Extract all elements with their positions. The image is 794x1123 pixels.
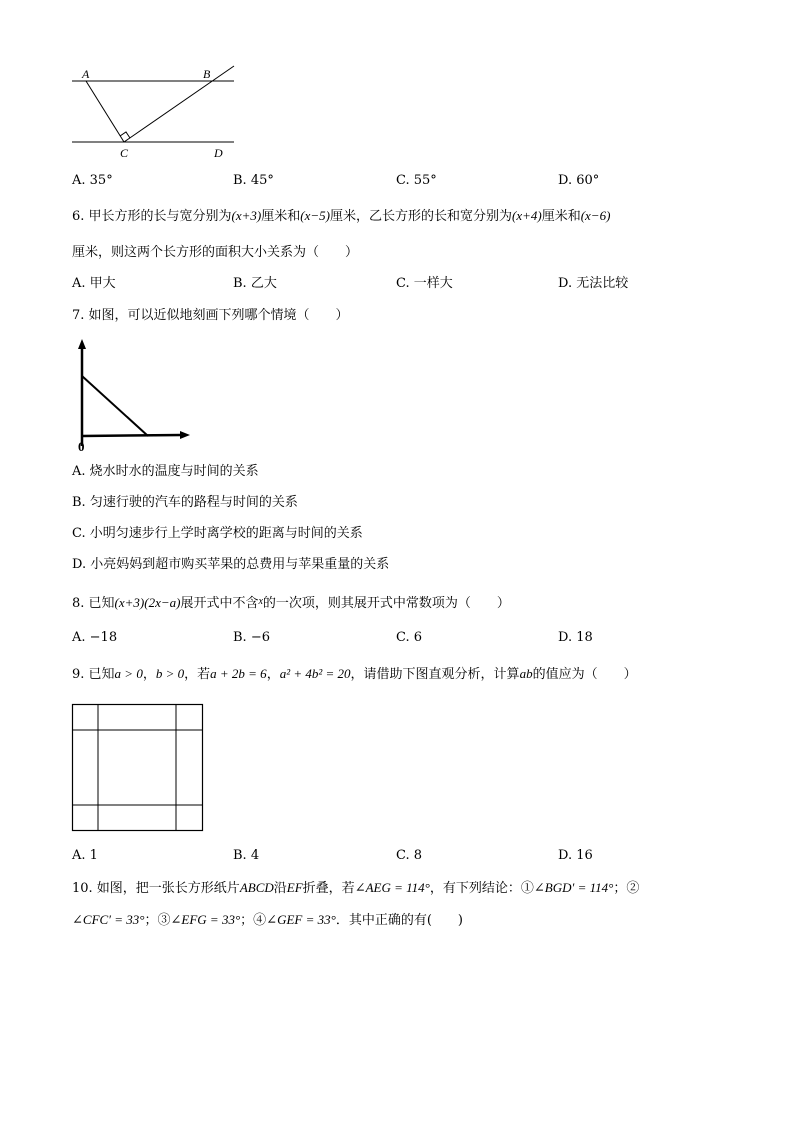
q10-expr-7: ∠GEF = 33° [266, 912, 336, 927]
q8-expr-1: (x+3)(2x−a) [114, 595, 181, 610]
q9-text-4: ， [266, 667, 280, 682]
q7-option-c[interactable]: C. 小明匀速步行上学时离学校的距离与时间的关系 [72, 526, 363, 541]
q10-stem-line1 [72, 880, 639, 897]
q6-expr-4: (x−6) [580, 208, 611, 223]
q8-option-b[interactable]: B. −6 [233, 630, 270, 645]
q8-expr-2: x [258, 596, 263, 607]
q10-text-8: ．其中正确的有( ) [335, 913, 463, 928]
q6-expr-2: (x−5) [300, 208, 330, 223]
q6-option-a[interactable]: A. 甲大 [72, 276, 116, 291]
q9-expr-5: ab [519, 666, 533, 681]
q5-option-c[interactable]: C. 55° [396, 173, 437, 188]
q10-text-2: 沿 [273, 881, 287, 896]
parallel-lines-figure [64, 62, 244, 162]
point-b-label: B [203, 67, 211, 81]
q9-stem [72, 666, 637, 683]
q9-expr-4: a² + 4b² = 20 [279, 666, 351, 681]
q9-expr-1: a > 0 [114, 666, 143, 681]
q6-text-2: 厘米和 [261, 209, 301, 224]
q9-option-d[interactable]: D. 16 [558, 848, 593, 863]
q9-text-2: ， [142, 667, 156, 682]
q10-expr-1: ABCD [239, 880, 274, 895]
q8-text-3: 的一次项，则其展开式中常数项为（ ） [262, 596, 510, 611]
q7-option-b[interactable]: B. 匀速行驶的汽车的路程与时间的关系 [72, 495, 298, 510]
q5-option-a[interactable]: A. 35° [72, 173, 113, 188]
q8-text-2: 展开式中不含 [180, 596, 259, 611]
q10-expr-2: EF [286, 880, 303, 895]
q9-option-c[interactable]: C. 8 [396, 848, 423, 863]
q7-graph-figure [72, 336, 196, 454]
point-d-label: D [214, 146, 223, 160]
q9-text-3: ，若 [184, 667, 211, 682]
q10-text-1: 10. 如图，把一张长方形纸片 [72, 881, 240, 896]
q9-option-a[interactable]: A. 1 [72, 848, 98, 863]
q6-stem-line1 [72, 208, 610, 225]
q10-text-6: ；③ [144, 913, 171, 928]
q8-text-1: 8. 已知 [72, 596, 115, 611]
q10-text-7: ；④ [240, 913, 267, 928]
q6-stem-line2: 厘米，则这两个长方形的面积大小关系为（ ） [72, 245, 359, 260]
q6-text-3: 厘米，乙长方形的长和宽分别为 [329, 209, 512, 224]
point-c-label: C [120, 146, 129, 160]
q9-square-figure [71, 703, 205, 833]
q9-text-1: 9. 已知 [72, 667, 115, 682]
q10-text-3: 折叠，若 [302, 881, 355, 896]
q8-option-d[interactable]: D. 18 [558, 630, 593, 645]
q10-expr-4: ∠BGD′ = 114° [533, 880, 614, 895]
q10-expr-5: ∠CFC′ = 33° [72, 912, 145, 927]
q7-option-d[interactable]: D. 小亮妈妈到超市购买苹果的总费用与苹果重量的关系 [72, 557, 390, 572]
q5-option-d[interactable]: D. 60° [558, 173, 600, 188]
q6-option-b[interactable]: B. 乙大 [233, 276, 277, 291]
q5-option-b[interactable]: B. 45° [233, 173, 274, 188]
origin-label: 0 [78, 439, 85, 454]
q6-expr-1: (x+3) [231, 208, 262, 223]
q9-text-6: 的值应为（ ） [532, 667, 637, 682]
q7-option-a[interactable]: A. 烧水时水的温度与时间的关系 [72, 464, 259, 479]
q9-text-5: ，请借助下图直观分析，计算 [350, 667, 520, 682]
q6-option-c[interactable]: C. 一样大 [396, 276, 453, 291]
q8-option-c[interactable]: C. 6 [396, 630, 423, 645]
q7-stem: 7. 如图，可以近似地刻画下列哪个情境（ ） [72, 308, 349, 323]
q6-text-1: 6. 甲长方形的长与宽分别为 [72, 209, 232, 224]
q6-text-4: 厘米和 [541, 209, 581, 224]
q10-stem-line2 [72, 912, 463, 929]
q6-expr-3: (x+4) [511, 208, 542, 223]
q8-option-a[interactable]: A. −18 [72, 630, 118, 645]
q6-option-d[interactable]: D. 无法比较 [558, 276, 629, 291]
q10-text-5: ；② [613, 881, 640, 896]
q10-expr-6: ∠EFG = 33° [170, 912, 241, 927]
q9-expr-3: a + 2b = 6 [210, 666, 267, 681]
q9-option-b[interactable]: B. 4 [233, 848, 260, 863]
q10-text-4: ，有下列结论：① [429, 881, 534, 896]
q9-expr-2: b > 0 [155, 666, 185, 681]
q10-expr-3: ∠AEG = 114° [354, 880, 430, 895]
point-a-label: A [82, 67, 90, 81]
q8-stem [72, 594, 510, 612]
